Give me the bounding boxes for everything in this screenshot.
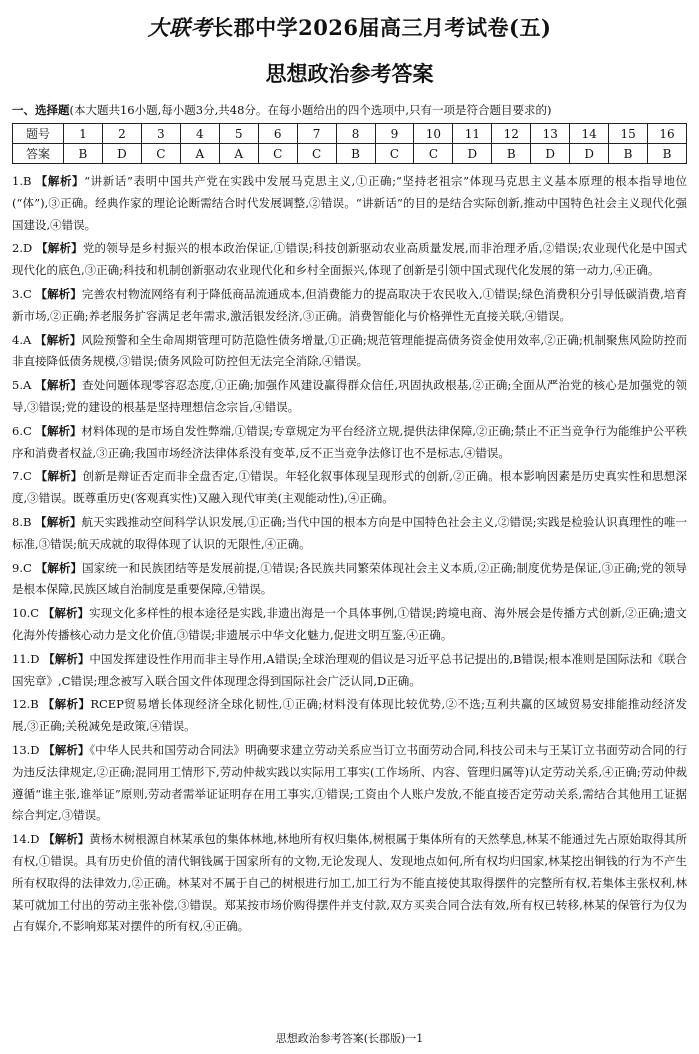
analysis-item [12,238,687,282]
question-number-cell: 15 [609,124,648,144]
answer-cell: A [180,144,219,164]
analysis-tag: 【解析】 [35,423,82,438]
analysis-item [12,466,687,510]
analysis-item [12,375,687,419]
answer-cell: D [102,144,141,164]
item-text: 实现文化多样性的根本途径是实践,非遗出海是一个具体事例,①错误;跨境电商、海外展会是传播方式创新,②正确;遗文化海外传播核心动力是文化价值,③错误;非遗展示中华文化魅力,促进文明互鉴,④正确。 [12,606,687,642]
question-number-cell: 6 [258,124,297,144]
section-instruction: (本大题共16小题,每小题3分,共48分。在每小题给出的四个选项中,只有一项是符合题目要求的) [69,103,552,117]
item-number: 2.D [12,241,33,256]
item-text: 黄杨木树根源自林某承包的集体林地,林地所有权归集体,树根属于集体所有的天然孳息,林某不能通过先占原始取得其所有权,①错误。具有历史价值的清代铜钱属于国家所有的文物,无论发现人、发现地点如何,所有权均归国家,林某挖出铜钱的行为不产生所有权取得的法律效力,②正确。林某对不属于自己的树根进行加工,加工行为不能直接使其取得摆件的完整所有权,若集体主张权利,林某可就加工付出的劳动主张补偿,③错误。郑某按市场价购得摆件并支付款,双方买卖合同合法有效,所有权已转移,林某的保管行为仅为占有媒介,不影响郑某对摆件的所有权,④正确。 [12,832,688,934]
item-text: 材料体现的是市场自发性弊端,①错误;专章规定为平台经济立规,提供法律保障,②正确;禁止不正当竞争行为能维护公平秩序和消费者权益,③正确;我国市场经济法律体系没有变革,反不正当竞争法修订也不是标志,④错误。 [12,423,688,460]
analysis-item [12,558,687,602]
answer-cell: D [453,144,492,164]
analysis-item [12,284,687,328]
item-text: 党的领导是乡村振兴的根本政治保证,①错误;科技创新驱动农业高质量发展,而非治理矛盾,②错误;农业现代化是中国式现代化的底色,③正确;科技和机制创新驱动农业现代化和乡村全面振兴,体现了创新是引领中国式现代化发展的第一动力,④正确。 [12,241,688,278]
item-text: 中国发挥建设性作用而非主导作用,A错误;全球治理观的倡议是习近平总书记提出的,B错误;根本准则是国际法和《联合国宪章》,C错误;理念被写入联合国文件体现理念得到国际社会广泛认同,D正确。 [12,651,688,688]
row-label-question: 题号 [13,124,64,144]
question-number-cell: 2 [102,124,141,144]
answer-cell: B [609,144,648,164]
exam-title [12,14,687,42]
answer-table [12,123,687,164]
analysis-item [12,829,687,938]
answer-cell: D [531,144,570,164]
subject-title: 思想政治参考答案 [265,62,434,86]
page-footer: 思想政治参考答案(长郡版)一1 [275,1032,424,1045]
question-number-cell: 12 [492,124,531,144]
exam-title-text: 长郡中学2026届高三月考试卷(五) [212,15,552,40]
analysis-item [12,740,687,827]
item-text: 查处问题体现零容忍态度,①正确;加强作风建设赢得群众信任,巩固执政根基,②正确;全面从严治党的核心是加强党的领导,③错误;党的建设的根基是坚持理想信念宗旨,④错误。 [12,378,688,414]
item-number: 9.C [12,560,32,575]
item-text: 创新是辩证否定而非全盘否定,①错误。年轻化叙事体现呈现形式的创新,②正确。根本影响因素是历史真实性和思想深度,③错误。既尊重历史(客观真实性)又融入现代审美(主观能动性),④正确。 [12,469,688,506]
answer-row [13,144,687,164]
analysis-tag: 【解析】 [35,286,82,301]
answer-cell: C [258,144,297,164]
item-text: 完善农村物流网络有利于降低商品流通成本,但消费能力的提高取决于农民收入,①错误;绿色消费积分引导低碳消费,培育新市场,②正确;养老服务扩容满足老年需求,激活银发经济,③正确。消费智能化与价格弹性无直接关联,④错误。 [12,286,688,323]
answer-cell: B [64,144,103,164]
question-number-cell: 7 [297,124,336,144]
item-number: 14.D [12,832,40,847]
question-number-cell: 5 [219,124,258,144]
question-number-cell: 8 [336,124,375,144]
brand-logo-text: 大联考 [147,15,213,40]
analysis-tag: 【解析】 [43,742,90,757]
section-title: 一、选择题 [12,103,70,117]
item-text: 航天实践推动空间科学认识发展,①正确;当代中国的根本方向是中国特色社会主义,②错误;实践是检验认识真理性的唯一标准,③错误;航天成就的取得体现了认识的无限性,④正确。 [12,514,687,551]
item-text: RCEP贸易增长体现经济全球化韧性,①正确;材料没有体现比较优势,②不选;互利共赢的区域贸易安排能推动经济发展,③正确;关税减免是政策,④错误。 [12,697,688,734]
item-number: 7.C [12,469,32,484]
analysis-item [12,421,687,465]
item-number: 1.B [12,174,32,188]
item-number: 6.C [12,423,32,438]
analysis-tag: 【解析】 [35,174,85,188]
item-number: 4.A [12,332,32,347]
analysis-tag: 【解析】 [43,832,90,847]
answer-cell: A [219,144,258,164]
analysis-tag: 【解析】 [35,514,82,529]
item-number: 10.C [12,606,40,621]
item-number: 8.B [12,514,32,529]
question-number-cell: 4 [180,124,219,144]
question-number-cell: 11 [453,124,492,144]
item-number: 13.D [12,742,40,757]
section-heading [12,102,687,118]
question-number-row [13,124,687,144]
question-number-cell: 3 [141,124,180,144]
answer-cell: B [492,144,531,164]
question-number-cell: 9 [375,124,414,144]
analysis-item [12,649,687,693]
analysis-tag: 【解析】 [35,378,82,393]
answer-cell: C [375,144,414,164]
item-number: 12.B [12,697,39,712]
question-number-cell: 13 [531,124,570,144]
analysis-list [12,171,687,938]
answer-cell: D [570,144,609,164]
item-text: 风险预警和全生命周期管理可防范隐性债务增量,①正确;规范管理能提高债务资金使用效率,②正确;机制聚焦风险防控而非直接降低债务规模,③错误;债务风险可防控但无法完全消除,④错误。 [12,332,688,369]
analysis-tag: 【解析】 [43,651,90,666]
analysis-tag: 【解析】 [35,332,82,347]
answer-cell: B [336,144,375,164]
item-number: 3.C [12,286,32,301]
answer-cell: C [297,144,336,164]
answer-cell: C [414,144,453,164]
question-number-cell: 14 [570,124,609,144]
question-number-cell: 16 [648,124,687,144]
analysis-item [12,694,687,738]
question-number-cell: 10 [414,124,453,144]
answer-cell: C [141,144,180,164]
analysis-tag: 【解析】 [35,469,83,484]
question-number-cell: 1 [64,124,103,144]
analysis-tag: 【解析】 [35,560,83,575]
row-label-answer: 答案 [13,144,64,164]
analysis-item [12,512,687,556]
analysis-item [12,330,687,374]
analysis-item [12,171,687,236]
item-number: 5.A [12,378,32,393]
analysis-tag: 【解析】 [42,606,90,621]
item-text: 国家统一和民族团结等是发展前提,①错误;各民族共同繁荣体现社会主义本质,②正确;制度优势是保证,③正确;党的领导是根本保障,民族区域自治制度是重要保障,④错误。 [12,560,687,597]
answer-cell: B [648,144,687,164]
analysis-tag: 【解析】 [36,241,83,256]
item-text: “讲新话”表明中国共产党在实践中发展马克思主义,①正确;“坚持老祖宗”体现马克思主义基本原理的根本指导地位(“体”),③正确。经典作家的理论论断需结合时代发展调整,②错误。“讲新话”的目的是结合实际创新,推动中国特色社会主义现代化强国建设,④错误。 [12,174,688,232]
item-text: 《中华人民共和国劳动合同法》明确要求建立劳动关系应当订立书面劳动合同,科技公司未与王某订立书面劳动合同的行为违反法律规定,②正确;混同用工情形下,劳动仲裁实践以实际用工事实(工作场所、内容、管理归属等)认定劳动关系,④正确;劳动仲裁遵循“谁主张,谁举证”原则,劳动者需举证证明存在用工事实,①错误;工资由个人账户发放,不能直接否定劳动关系,需结合其他用工证据综合判定,③错误。 [12,742,688,823]
analysis-item [12,603,687,647]
analysis-tag: 【解析】 [42,697,91,712]
item-number: 11.D [12,651,40,666]
